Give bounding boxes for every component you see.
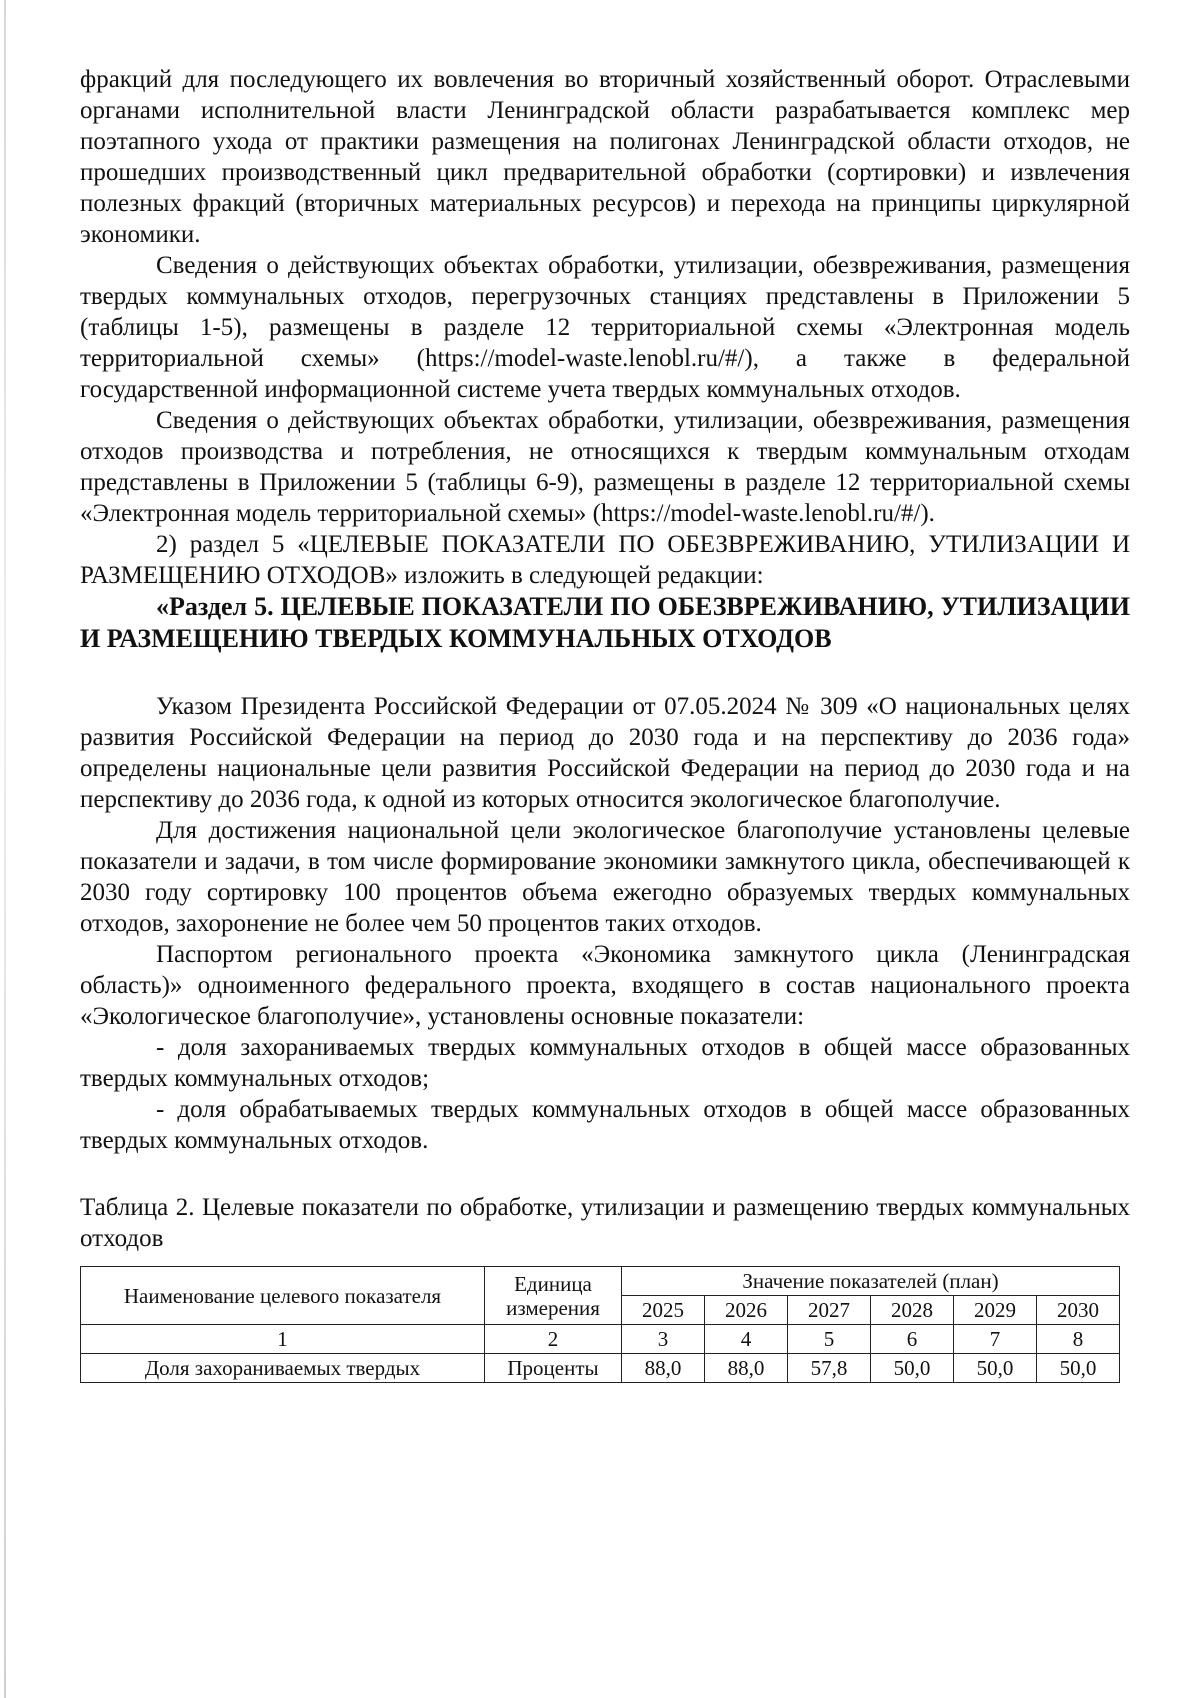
paragraph-tko-facilities: Сведения о действующих объектах обработки, утилизации, обезвреживания, размещения твердых коммунальных отходов, перегрузочных станциях представлены в Приложении 5 (таблицы 1-5), размещены в разделе 12 территориальной схемы «Электронная модель территориальной схемы» (https://model-waste.lenobl.ru/#/), а также в федеральной государственной информационной системе учета твердых коммунальных отходов.: [80, 252, 1130, 403]
paragraph-regional-project: Паспортом регионального проекта «Экономика замкнутого цикла (Ленинградская область)» одноименного федерального проекта, входящего в состав национального проекта «Экологическое благополучие», установлены основные показатели:: [80, 941, 1130, 1030]
table-row: [81, 1354, 1120, 1383]
column-number: 6: [871, 1325, 954, 1354]
bullet-processing-share: - доля обрабатываемых твердых коммунальных отходов в общей массе образованных твердых коммунальных отходов.: [80, 1096, 1130, 1154]
header-planned-values: Значение показателей (план): [622, 1267, 1120, 1296]
indicator-value: 50,0: [1037, 1354, 1120, 1383]
indicator-name: Доля захораниваемых твердых: [81, 1354, 485, 1383]
column-number: 2: [485, 1325, 622, 1354]
paragraph-section5-amendment: 2) раздел 5 «ЦЕЛЕВЫЕ ПОКАЗАТЕЛИ ПО ОБЕЗВРЕЖИВАНИЮ, УТИЛИЗАЦИИ И РАЗМЕЩЕНИЮ ОТХОДОВ» изложить в следующей редакции:: [80, 531, 1130, 589]
header-year: 2026: [705, 1296, 788, 1325]
column-number: 8: [1037, 1325, 1120, 1354]
header-year: 2029: [954, 1296, 1037, 1325]
table-caption: Таблица 2. Целевые показатели по обработке, утилизации и размещению твердых коммунальных отходов: [80, 1194, 1130, 1252]
column-number: 1: [81, 1325, 485, 1354]
indicator-value: 50,0: [871, 1354, 954, 1383]
header-indicator-name: Наименование целевого показателя: [81, 1267, 485, 1325]
table-column-numbers-row: [81, 1325, 1120, 1354]
bullet-landfill-share: - доля захораниваемых твердых коммунальных отходов в общей массе образованных твердых коммунальных отходов;: [80, 1034, 1130, 1092]
paragraph-waste-fractions: фракций для последующего их вовлечения во вторичный хозяйственный оборот. Отраслевыми органами исполнительной власти Ленинградской области разрабатывается комплекс мер поэтапного ухода от практики размещения на полигонах Ленинградской области отходов, не прошедших производственный цикл предварительной обработки (сортировки) и извлечения полезных фракций (вторичных материальных ресурсов) и перехода на принципы циркулярной экономики.: [80, 66, 1130, 248]
indicator-value: 88,0: [705, 1354, 788, 1383]
header-year: 2025: [622, 1296, 705, 1325]
table-header-row: [81, 1267, 1120, 1296]
header-unit: Единица измерения: [485, 1267, 622, 1325]
target-indicators-table: [80, 1266, 1120, 1383]
column-number: 7: [954, 1325, 1037, 1354]
indicator-value: 50,0: [954, 1354, 1037, 1383]
header-year: 2028: [871, 1296, 954, 1325]
document-page: [80, 64, 1130, 1383]
paragraph-national-goal: Для достижения национальной цели экологическое благополучие установлены целевые показатели и задачи, в том числе формирование экономики замкнутого цикла, обеспечивающей к 2030 году сортировку 100 процентов объема ежегодно образуемых твердых коммунальных отходов, захоронение не более чем 50 процентов таких отходов.: [80, 817, 1130, 937]
column-number: 3: [622, 1325, 705, 1354]
indicator-value: 57,8: [788, 1354, 871, 1383]
header-year: 2030: [1037, 1296, 1120, 1325]
paragraph-other-waste-facilities: Сведения о действующих объектах обработки, утилизации, обезвреживания, размещения отходов производства и потребления, не относящихся к твердым коммунальным отходам представлены в Приложении 5 (таблицы 6-9), размещены в разделе 12 территориальной схемы «Электронная модель территориальной схемы» (https://model-waste.lenobl.ru/#/).: [80, 407, 1130, 527]
header-year: 2027: [788, 1296, 871, 1325]
column-number: 4: [705, 1325, 788, 1354]
scan-edge-artifact: [4, 0, 6, 1698]
indicator-value: 88,0: [622, 1354, 705, 1383]
indicator-unit: Проценты: [485, 1354, 622, 1383]
column-number: 5: [788, 1325, 871, 1354]
section-5-heading: «Раздел 5. ЦЕЛЕВЫЕ ПОКАЗАТЕЛИ ПО ОБЕЗВРЕЖИВАНИЮ, УТИЛИЗАЦИИ И РАЗМЕЩЕНИЮ ТВЕРДЫХ КОММУНАЛЬНЫХ ОТХОДОВ: [80, 592, 1130, 653]
paragraph-presidential-decree: Указом Президента Российской Федерации от 07.05.2024 № 309 «О национальных целях развития Российской Федерации на период до 2030 года и на перспективу до 2036 года» определены национальные цели развития Российской Федерации на период до 2030 года и на перспективу до 2036 года, к одной из которых относится экологическое благополучие.: [80, 693, 1130, 813]
